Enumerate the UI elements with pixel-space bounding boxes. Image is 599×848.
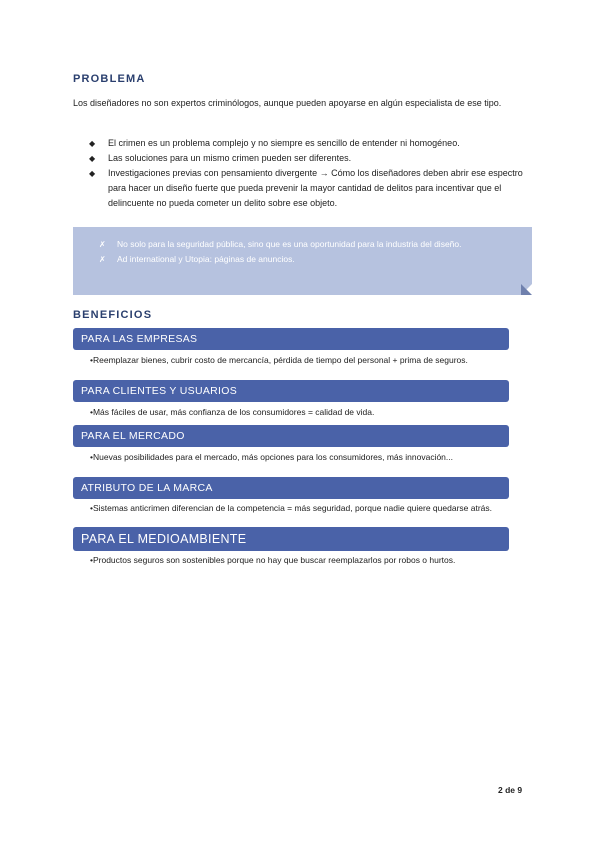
section-text-marca: •Sistemas anticrimen diferencian de la competencia = más seguridad, porque nadie quiere quedarse atrás.: [90, 503, 492, 513]
section-text-clientes: •Más fáciles de usar, más confianza de los consumidores = calidad de vida.: [90, 407, 375, 417]
section-band-clientes: PARA CLIENTES Y USUARIOS: [73, 380, 509, 402]
diamond-bullet-icon: ◆: [89, 154, 96, 163]
list-item-text: El crimen es un problema complejo y no siempre es sencillo de entender ni homogéneo.: [108, 138, 460, 148]
problema-bullet-list: [73, 136, 533, 211]
section-text-medioambiente: •Productos seguros son sostenibles porque no hay que buscar reemplazarlos por robos o hurtos.: [90, 555, 456, 565]
note-list: [99, 237, 519, 267]
note-item: [99, 252, 519, 267]
beneficios-heading: BENEFICIOS: [73, 309, 153, 321]
section-text-mercado: •Nuevas posibilidades para el mercado, más opciones para los consumidores, más innovación...: [90, 452, 453, 462]
diamond-bullet-icon: ◆: [89, 139, 96, 148]
note-item: [99, 237, 519, 252]
list-item: [73, 151, 533, 166]
problema-heading: PROBLEMA: [73, 73, 146, 85]
note-item-text: Ad international y Utopia: páginas de anuncios.: [117, 254, 295, 264]
section-text-empresas: •Reemplazar bienes, cubrir costo de mercancía, pérdida de tiempo del personal + prima de seguros.: [90, 355, 468, 365]
list-item: [73, 166, 533, 211]
note-item-text: No solo para la seguridad pública, sino que es una oportunidad para la industria del diseño.: [117, 239, 462, 249]
page-number: 2 de 9: [498, 785, 523, 795]
cross-bullet-icon: ✗: [99, 255, 106, 264]
section-band-marca: ATRIBUTO DE LA MARCA: [73, 477, 509, 499]
note-box: [73, 227, 532, 295]
section-band-medioambiente: PARA EL MEDIOAMBIENTE: [73, 527, 509, 551]
list-item-text: Las soluciones para un mismo crimen pueden ser diferentes.: [108, 153, 352, 163]
list-item-text: Investigaciones previas con pensamiento divergente → Cómo los diseñadores deben abrir ese espectro para hacer un diseño fuerte que pueda prevenir la mayor cantidad de delitos para incentivar que el delincuente no pueda cometer un delito sobre ese objeto.: [108, 168, 523, 208]
section-band-mercado: PARA EL MERCADO: [73, 425, 509, 447]
problema-intro: Los diseñadores no son expertos criminólogos, aunque pueden apoyarse en algún especialista de ese tipo.: [73, 98, 502, 108]
section-band-empresas: PARA LAS EMPRESAS: [73, 328, 509, 350]
list-item: [73, 136, 533, 151]
page-curl-shadow: [521, 284, 532, 295]
diamond-bullet-icon: ◆: [89, 169, 96, 178]
cross-bullet-icon: ✗: [99, 240, 106, 249]
